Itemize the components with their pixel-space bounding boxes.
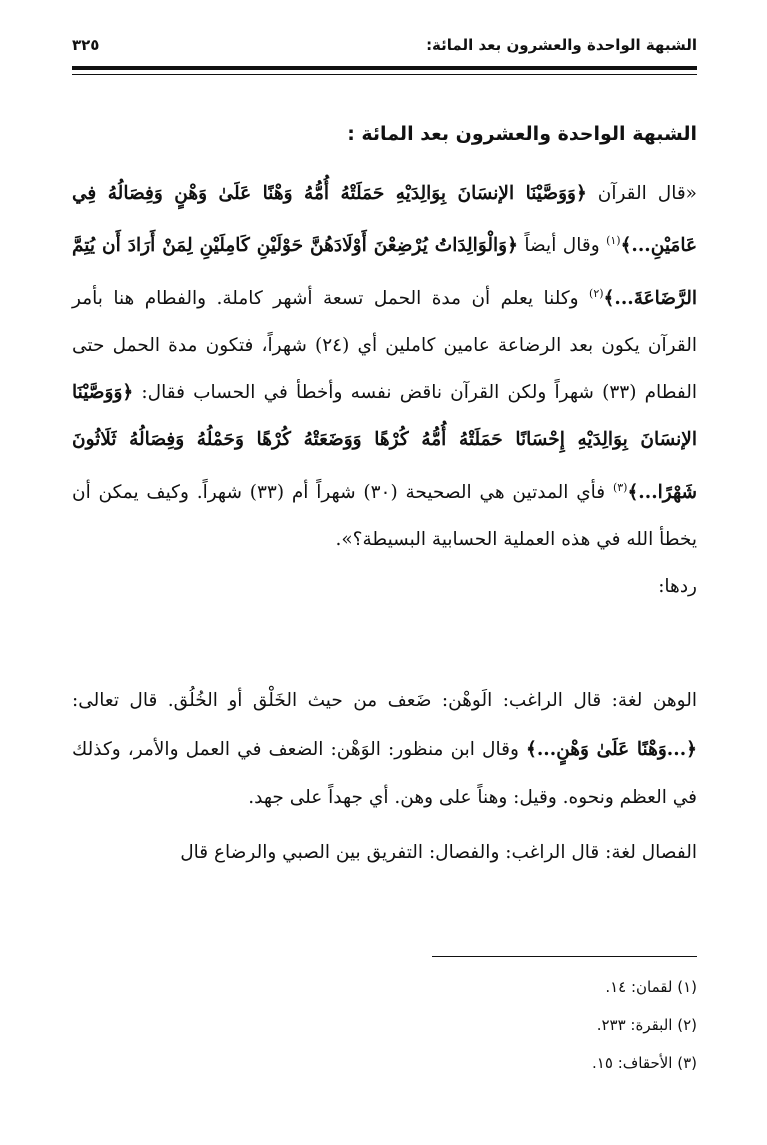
- objection-text: [72, 170, 697, 610]
- wahn-definition: الوهن لغة: قال الراغب: الَوهْن: ضَعف من حيث الخَلْق أو الخُلُق. قال تعالى:: [72, 690, 697, 711]
- quran-verse-1: ﴿وَوَصَّيْنَا الإنسَانَ بِوَالِدَيْهِ حَمَلَتْهُ أُمُّهُ وَهْنًا عَلَىٰ وَهْنٍ وَفِصَالُهُ فِي عَامَيْنِ...﴾: [72, 183, 697, 257]
- footnote-ref-2[interactable]: (٢): [589, 286, 604, 300]
- page-number: ٣٢٥: [72, 36, 100, 54]
- reply-paragraph-wahn: [72, 677, 697, 823]
- footnote-3: (٣) الأحقاف: ١٥.: [592, 1054, 697, 1072]
- objection-conclusion: فأي المدتين هي الصحيحة (٣٠) شهراً أم (٣٣) شهراً. وكيف يمكن أن يخطأ الله في هذه العملية الحسابية البسيطة؟».: [72, 481, 697, 550]
- reply-label: ردها:: [658, 576, 697, 598]
- objection-connector: وقال أيضاً: [517, 235, 607, 257]
- footnote-ref-3[interactable]: (٣): [612, 480, 628, 494]
- quran-verse-3: ﴿وَوَصَّيْنَا الإنسَانَ بِوَالِدَيْهِ إِحْسَانًا حَمَلَتْهُ أُمُّهُ كُرْهًا وَوَضَعَتْهُ كُرْهًا وَحَمْلُهُ وَفِصَالُهُ ثَلَاثُونَ شَهْرًا...﴾: [72, 382, 698, 503]
- footnote-2: (٢) البقرة: ٢٣٣.: [596, 1016, 697, 1034]
- reply-paragraph-fisal: الفصال لغة: قال الراغب: والفصال: التفريق بين الصبي والرضاع قال: [180, 841, 697, 863]
- quran-verse-4: ﴿...وَهْنًا عَلَىٰ وَهْنٍ...﴾: [526, 738, 697, 760]
- reply-text: [72, 677, 697, 877]
- running-header: [72, 30, 697, 60]
- header-rule-thin: [72, 74, 697, 75]
- objection-intro: «قال القرآن: [586, 183, 697, 204]
- quran-verse-2: ﴿وَالْوَالِدَاتُ يُرْضِعْنَ أَوْلَادَهُنَّ حَوْلَيْنِ كَامِلَيْنِ لِمَنْ أَرَادَ أَن يُتِمَّ الرَّضَاعَةَ...﴾: [72, 235, 697, 309]
- footnotes: [592, 968, 697, 1082]
- wahn-ibn-manzur: وقال ابن منظور: الوَهْن: الضعف في العمل والأمر، وكذلك في العظم ونحوه. وقيل: وهناً على وهن. أي جهداً على جهد.: [72, 738, 697, 808]
- objection-paragraph: [72, 170, 697, 563]
- footnote-separator: [432, 956, 697, 957]
- section-title: الشبهة الواحدة والعشرون بعد المائة :: [347, 123, 697, 145]
- footnote-1: (١) لقمان: ١٤.: [605, 978, 697, 996]
- running-header-title: الشبهة الواحدة والعشرون بعد المائة:: [426, 36, 697, 54]
- objection-argument: وكلنا يعلم أن مدة الحمل تسعة أشهر كاملة. والفطام هنا بأمر القرآن يكون بعد الرضاعة عامين كاملين أي (٢٤) شهراً، فتكون مدة الحمل حتى الفطام (٣٣) شهراً ولكن القرآن ناقض نفسه وأخطأ في الحساب فقال:: [72, 287, 698, 404]
- header-rule-thick: [72, 66, 697, 70]
- footnote-ref-1[interactable]: (١): [606, 234, 621, 248]
